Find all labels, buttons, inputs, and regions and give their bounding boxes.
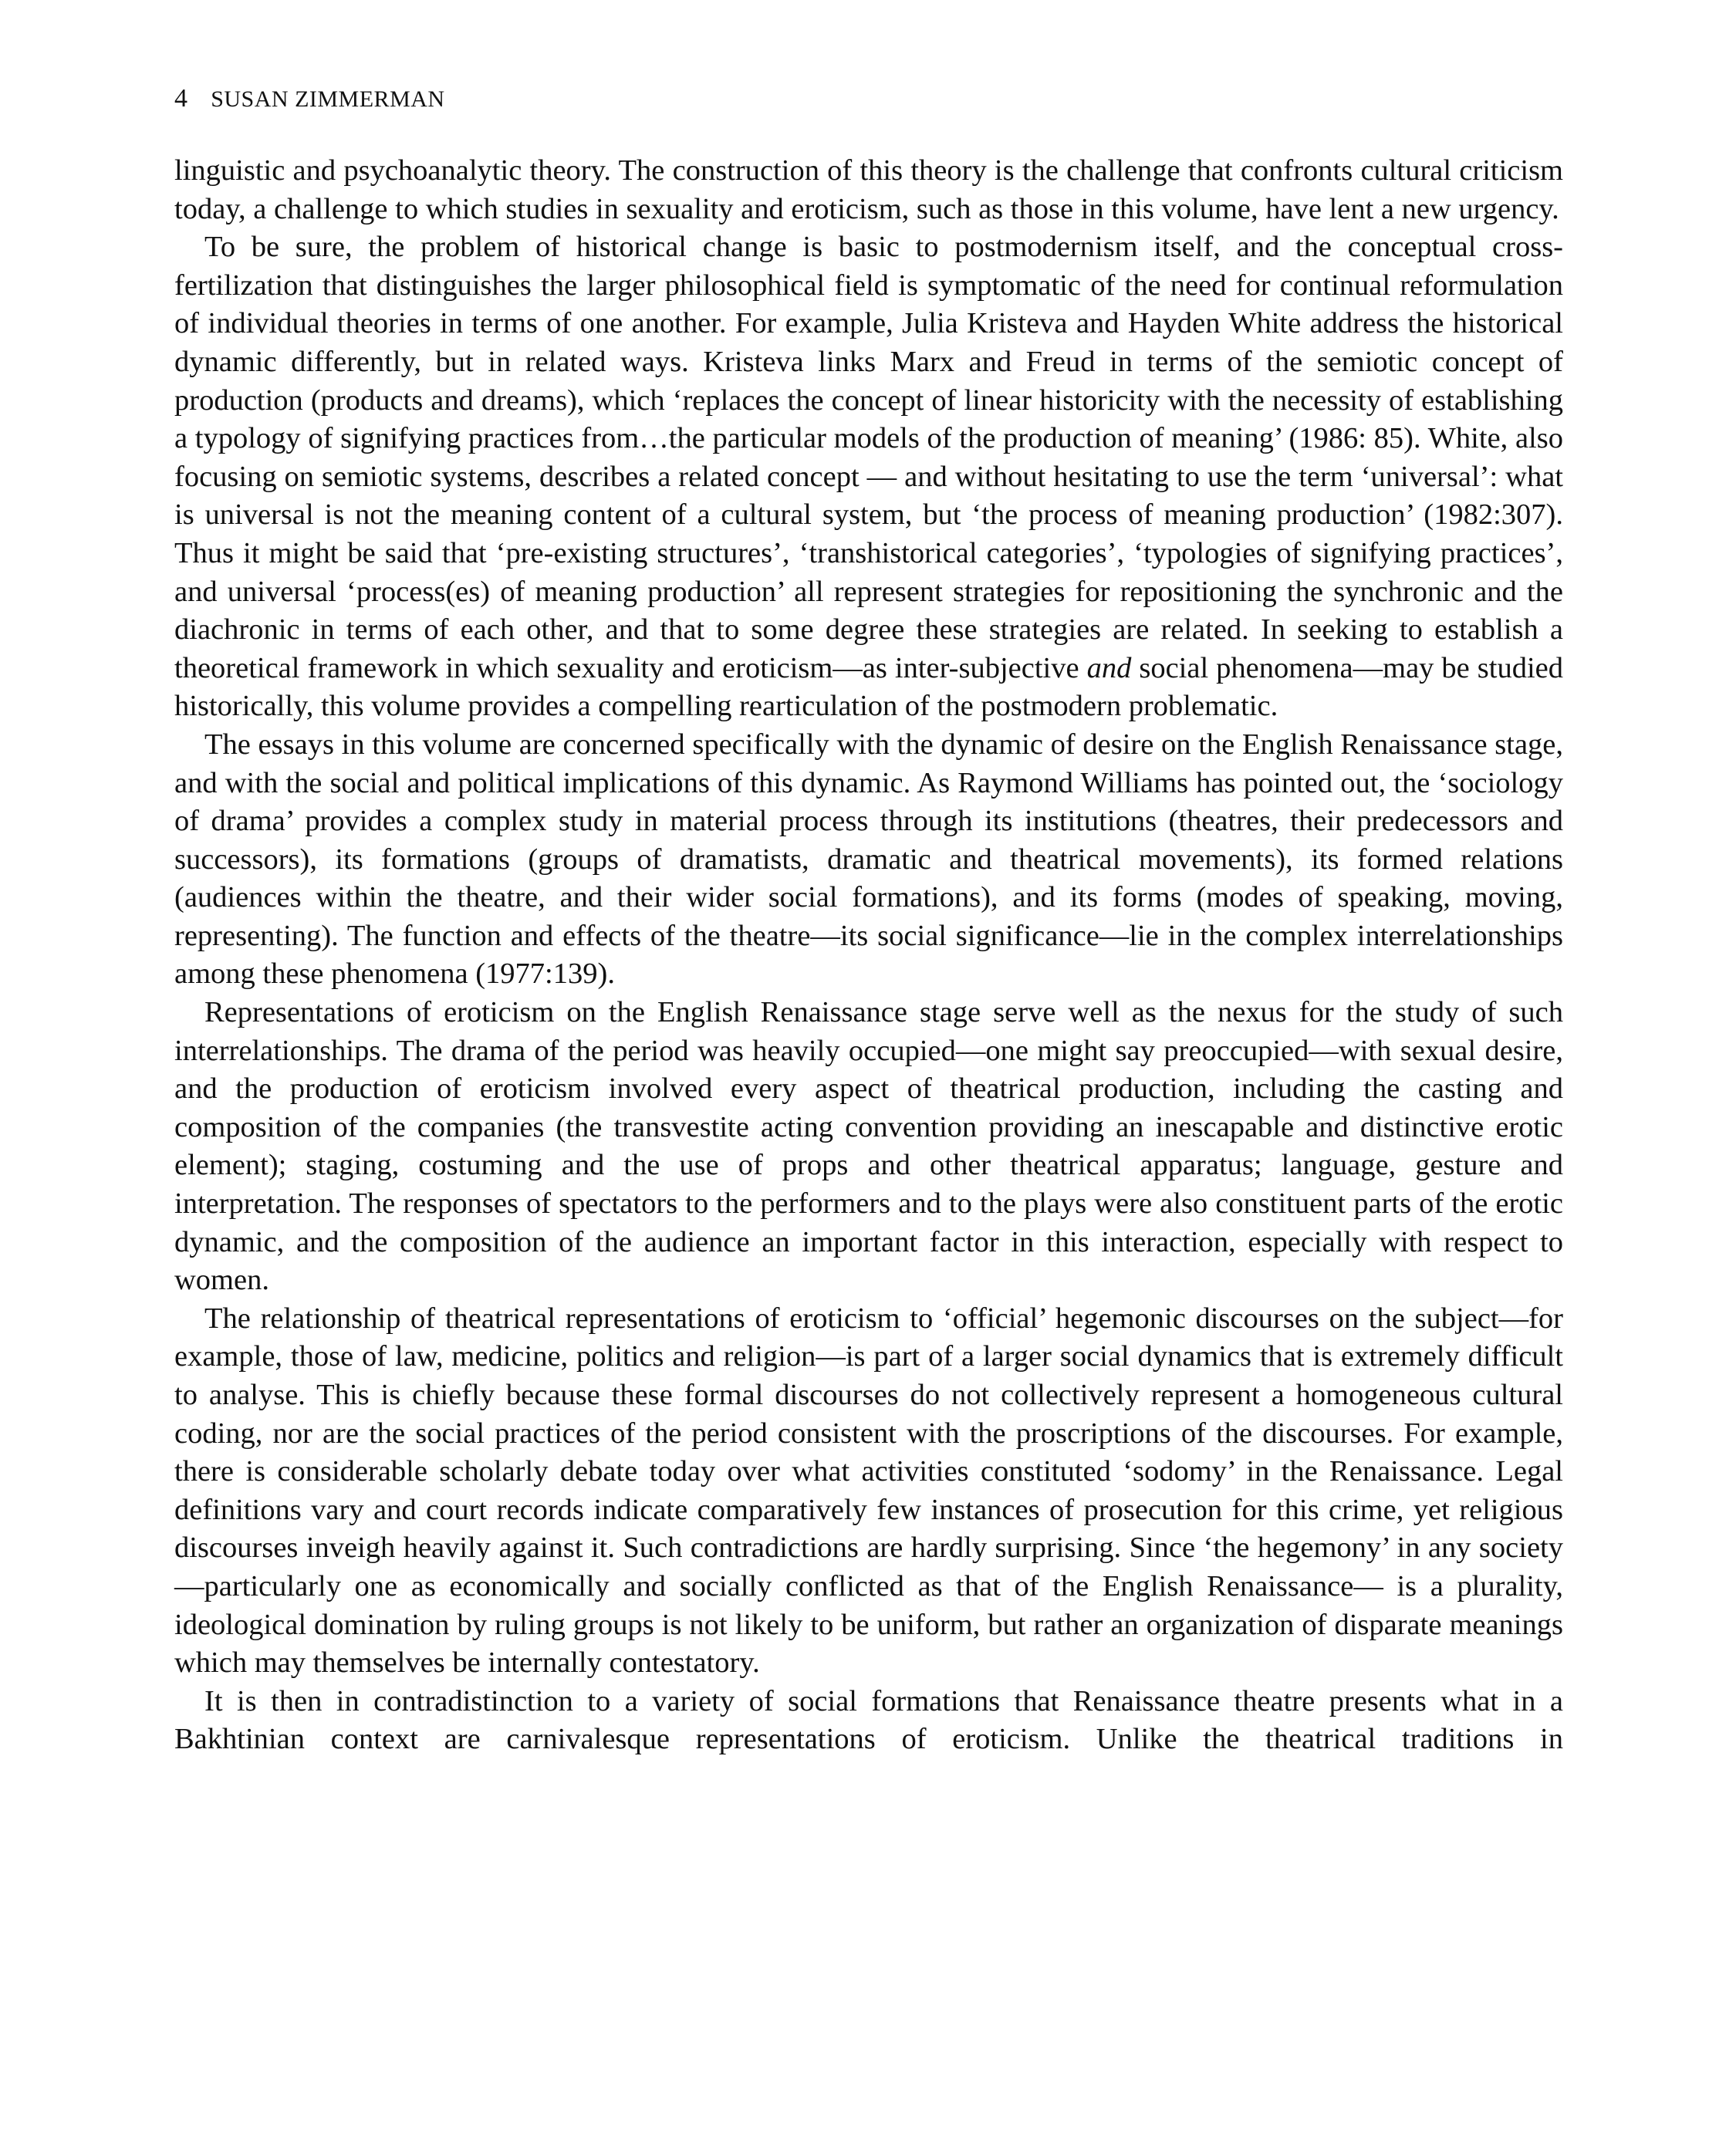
paragraph-postmodernism [174, 228, 1563, 726]
paragraph-essays: The essays in this volume are concerned specifically with the dynamic of desire on the English Renaissance stage, and with the social and political implications of this dynamic. As Raymond Williams has pointed out, the ‘sociology of drama’ provides a complex study in material process through its institutions (theatres, their predecessors and successors), its formations (groups of dramatists, dramatic and theatrical movements), its formed relations (audiences within the theatre, and their wider social formations), and its forms (modes of speaking, moving, representing). The function and effects of the theatre—its social significance—lie in the complex interrelationships among these phenomena (1977:139). [174, 728, 1563, 991]
paragraph-carnivalesque: It is then in contradistinction to a variety of social formations that Renaissance theatre presents what in a Bakhtinian context are carnivalesque representations of eroticism. Unlike the theatrical traditions in [174, 1684, 1563, 1756]
paragraph-text: social phenomena—may be studied historically, this volume provides a compelling rearticulation of the postmodern problematic. [174, 651, 1563, 723]
paragraph-continuation: linguistic and psychoanalytic theory. The construction of this theory is the challenge that confronts cultural criticism today, a challenge to which studies in sexuality and eroticism, such as those in this volume, have lent a new urgency. [174, 154, 1563, 225]
paragraph-hegemonic-discourses: The relationship of theatrical representations of eroticism to ‘official’ hegemonic discourses on the subject—for example, those of law, medicine, politics and religion—is part of a larger social dynamics that is extremely difficult to analyse. This is chiefly because these formal discourses do not collectively represent a homogeneous cultural coding, nor are the social practices of the period consistent with the proscriptions of the discourses. For example, there is considerable scholarly debate today over what activities constituted ‘sodomy’ in the Renaissance. Legal definitions vary and court records indicate comparatively few instances of prosecution for this crime, yet religious discourses inveigh heavily against it. Such contradictions are hardly surprising. Since ‘the hegemony’ in any society—particularly one as economically and socially conflicted as that of the English Renaissance— is a plurality, ideological domination by ruling groups is not likely to be uniform, but rather an organization of disparate meanings which may themselves be internally contestatory. [174, 1302, 1563, 1680]
paragraph-text: To be sure, the problem of historical change is basic to postmodernism itself, and the conceptual cross-fertilization that distinguishes the larger philosophical field is symptomatic of the need for continual reformulation of individual theories in terms of one another. For example, Julia Kristeva and Hayden White address the historical dynamic differently, but in related ways. Kristeva links Marx and Freud in terms of the semiotic concept of production (products and dreams), which ‘replaces the concept of linear historicity with the necessity of establishing a typology of signifying practices from…the particular models of the production of meaning’ (1986: 85). White, also focusing on semiotic systems, describes a related concept — and without hesitating to use the term ‘universal’: what is universal is not the meaning content of a cultural system, but ‘the process of meaning production’ (1982:307). Thus it might be said that ‘pre-existing structures’, ‘transhistorical categories’, ‘typologies of signifying practices’, and universal ‘process(es) of meaning production’ all represent strategies for repositioning the synchronic and the diachronic in terms of each other, and that to some degree these strategies are related. In seeking to establish a theoretical framework in which sexuality and eroticism—as inter-subjective [174, 231, 1563, 684]
body-text [174, 152, 1563, 1759]
italic-emphasis: and [1086, 651, 1132, 684]
running-head-author: SUSAN ZIMMERMAN [211, 86, 445, 112]
running-head [174, 83, 445, 115]
page-number: 4 [174, 84, 188, 113]
paragraph-representations: Representations of eroticism on the English Renaissance stage serve well as the nexus for the study of such interrelationships. The drama of the period was heavily occupied—one might say preoccupied—with sexual desire, and the production of eroticism involved every aspect of theatrical production, including the casting and composition of the companies (the transvestite acting convention providing an inescapable and distinctive erotic element); staging, costuming and the use of props and other theatrical apparatus; language, gesture and interpretation. The responses of spectators to the performers and to the plays were also constituent parts of the erotic dynamic, and the composition of the audience an important factor in this interaction, especially with respect to women. [174, 996, 1563, 1297]
